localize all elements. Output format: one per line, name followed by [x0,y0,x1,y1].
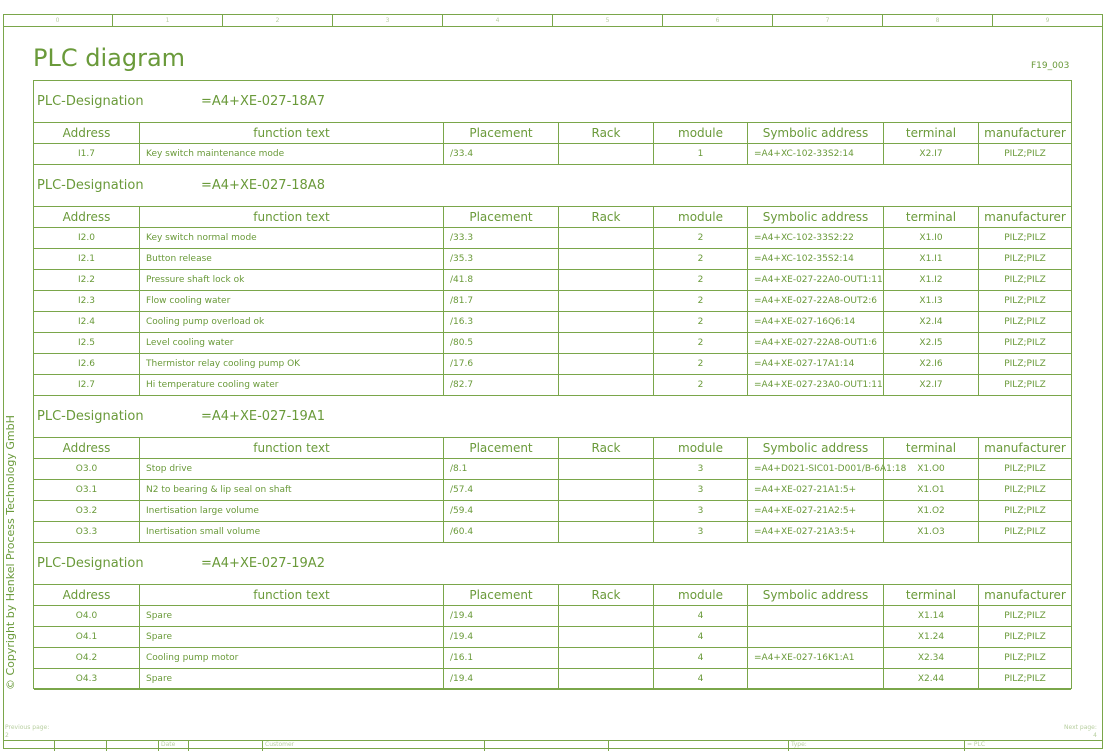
cell-rack [558,627,653,647]
cell-manufacturer: PILZ;PILZ [978,375,1071,395]
next-page-info [1064,724,1097,740]
cell-module: 3 [653,501,747,521]
cell-module: 2 [653,270,747,290]
cell-function: Pressure shaft lock ok [139,270,443,290]
cell-placement: /33.3 [443,228,558,248]
cell-manufacturer: PILZ;PILZ [978,270,1071,290]
cell-symbolic: =A4+XE-027-16K1:A1 [747,648,883,668]
column-header-terminal: terminal [883,207,978,227]
cell-manufacturer: PILZ;PILZ [978,606,1071,626]
cell-placement: /82.7 [443,375,558,395]
cell-placement: /60.4 [443,522,558,542]
ruler-mark: 1 [113,14,223,26]
column-header-symbolic: Symbolic address [747,123,883,143]
cell-placement: /59.4 [443,501,558,521]
cell-module: 4 [653,606,747,626]
designation-value: =A4+XE-027-19A2 [201,556,325,571]
cell-symbolic: =A4+XE-027-22A8-OUT1:6 [747,333,883,353]
cell-terminal: X2.44 [883,669,978,689]
plc-designation-section [34,81,1071,123]
cell-module: 2 [653,312,747,332]
cell-symbolic: =A4+XE-027-21A2:5+ [747,501,883,521]
page-title: PLC diagram [33,44,186,72]
cell-rack [558,249,653,269]
cell-rack [558,459,653,479]
column-header-module: module [653,207,747,227]
table-row [34,480,1071,501]
cell-symbolic [747,606,883,626]
cell-address: O3.1 [75,485,98,495]
cell-terminal: X1.O0 [883,459,978,479]
column-header-rack: Rack [558,585,653,605]
column-header-symbolic: Symbolic address [747,585,883,605]
copyright-notice: © Copyright by Henkel Process Technology GmbH [4,415,17,690]
cell-function: Key switch normal mode [139,228,443,248]
plc-label: = PLC [967,741,986,748]
cell-module: 2 [653,333,747,353]
cell-manufacturer: PILZ;PILZ [978,228,1071,248]
cell-terminal: X1.I2 [883,270,978,290]
designation-label: PLC-Designation [37,178,144,193]
cell-placement: /33.4 [443,144,558,164]
designation-label: PLC-Designation [37,409,144,424]
column-header-address: Address [62,210,111,224]
column-header-manufacturer: manufacturer [978,123,1071,143]
cell-terminal: X2.I7 [883,375,978,395]
cell-function: Button release [139,249,443,269]
cell-terminal: X1.I3 [883,291,978,311]
cell-function: Level cooling water [139,333,443,353]
cell-terminal: X1.O2 [883,501,978,521]
cell-address: I2.0 [78,233,95,243]
type-label: Type: [789,741,965,751]
cell-module: 4 [653,627,747,647]
cell-terminal: X1.24 [883,627,978,647]
plc-table [33,80,1072,689]
table-row [34,522,1071,543]
cell-rack [558,606,653,626]
cell-function: Spare [139,669,443,689]
cell-rack [558,669,653,689]
title-block [3,740,1103,750]
cell-address: O4.2 [75,653,98,663]
table-header-row [34,585,1071,606]
cell-function: Inertisation large volume [139,501,443,521]
plc-designation-section [34,165,1071,207]
cell-manufacturer: PILZ;PILZ [978,459,1071,479]
column-header-terminal: terminal [883,123,978,143]
table-row [34,459,1071,480]
column-header-address: Address [62,588,111,602]
cell-function: Key switch maintenance mode [139,144,443,164]
cell-symbolic: =A4+D021-SIC01-D001/B-6A1:18 [747,459,883,479]
previous-page-label: Previous page: [5,724,50,731]
cell-manufacturer: PILZ;PILZ [978,249,1071,269]
table-row [34,648,1071,669]
table-row [34,354,1071,375]
table-row [34,669,1071,690]
column-header-placement: Placement [443,123,558,143]
column-header-module: module [653,438,747,458]
cell-symbolic: =A4+XC-102-33S2:14 [747,144,883,164]
cell-function: N2 to bearing & lip seal on shaft [139,480,443,500]
cell-module: 1 [653,144,747,164]
cell-address: O4.1 [75,632,98,642]
cell-terminal: X1.I1 [883,249,978,269]
next-page-value: 4 [1093,732,1097,739]
cell-manufacturer: PILZ;PILZ [978,522,1071,542]
column-header-symbolic: Symbolic address [747,438,883,458]
cell-terminal: X1.I0 [883,228,978,248]
table-row [34,375,1071,396]
table-row [34,228,1071,249]
cell-terminal: X1.O1 [883,480,978,500]
cell-address: O3.3 [75,527,98,537]
previous-page-info [5,724,49,740]
cell-placement: /16.3 [443,312,558,332]
column-header-placement: Placement [443,207,558,227]
cell-rack [558,522,653,542]
cell-rack [558,228,653,248]
table-row [34,249,1071,270]
table-row [34,144,1071,165]
cell-terminal: X2.I6 [883,354,978,374]
cell-module: 2 [653,228,747,248]
plc-designation-section [34,543,1071,585]
cell-terminal: X1.O3 [883,522,978,542]
column-header-address: Address [62,441,111,455]
column-header-function-text: function text [139,207,443,227]
cell-symbolic: =A4+XE-027-23A0-OUT1:11 [747,375,883,395]
ruler-mark: 3 [333,14,443,26]
cell-module: 4 [653,648,747,668]
cell-module: 3 [653,459,747,479]
column-header-function-text: function text [139,438,443,458]
previous-page-value: 2 [5,732,9,739]
cell-rack [558,375,653,395]
cell-function: Stop drive [139,459,443,479]
cell-function: Inertisation small volume [139,522,443,542]
designation-value: =A4+XE-027-19A1 [201,409,325,424]
ruler-mark: 6 [663,14,773,26]
cell-manufacturer: PILZ;PILZ [978,501,1071,521]
cell-terminal: X1.14 [883,606,978,626]
cell-placement: /8.1 [443,459,558,479]
cell-manufacturer: PILZ;PILZ [978,627,1071,647]
cell-symbolic [747,669,883,689]
cell-address: O3.0 [75,464,98,474]
table-row [34,312,1071,333]
column-header-module: module [653,585,747,605]
column-header-terminal: terminal [883,438,978,458]
column-header-rack: Rack [558,207,653,227]
cell-function: Spare [139,606,443,626]
column-header-terminal: terminal [883,585,978,605]
cell-address: I2.6 [78,359,95,369]
cell-rack [558,648,653,668]
cell-symbolic: =A4+XC-102-33S2:22 [747,228,883,248]
cell-terminal: X2.I7 [883,144,978,164]
cell-manufacturer: PILZ;PILZ [978,291,1071,311]
cell-address: I2.5 [78,338,95,348]
cell-manufacturer: PILZ;PILZ [978,480,1071,500]
designation-value: =A4+XE-027-18A7 [201,94,325,109]
column-header-symbolic: Symbolic address [747,207,883,227]
cell-placement: /19.4 [443,606,558,626]
designation-label: PLC-Designation [37,94,144,109]
column-header-function-text: function text [139,123,443,143]
cell-terminal: X2.34 [883,648,978,668]
column-header-manufacturer: manufacturer [978,438,1071,458]
designation-label: PLC-Designation [37,556,144,571]
table-row [34,291,1071,312]
cell-placement: /19.4 [443,627,558,647]
table-row [34,606,1071,627]
cell-symbolic: =A4+XE-027-22A8-OUT2:6 [747,291,883,311]
designation-value: =A4+XE-027-18A8 [201,178,325,193]
cell-placement: /81.7 [443,291,558,311]
next-page-label: Next page: [1064,724,1097,731]
cell-address: I2.2 [78,275,95,285]
cell-symbolic: =A4+XE-027-16Q6:14 [747,312,883,332]
cell-rack [558,501,653,521]
table-row [34,627,1071,648]
cell-rack [558,144,653,164]
ruler-mark: 5 [553,14,663,26]
cell-function: Cooling pump motor [139,648,443,668]
cell-address: I2.1 [78,254,95,264]
ruler-mark: 0 [3,14,113,26]
cell-module: 3 [653,522,747,542]
date-label: Date [159,741,189,751]
cell-rack [558,333,653,353]
cell-address: I1.7 [78,149,95,159]
ruler-mark: 4 [443,14,553,26]
cell-terminal: X2.I5 [883,333,978,353]
column-header-address: Address [62,126,111,140]
table-row [34,270,1071,291]
cell-module: 2 [653,249,747,269]
column-header-rack: Rack [558,123,653,143]
cell-rack [558,312,653,332]
column-header-rack: Rack [558,438,653,458]
cell-terminal: X2.I4 [883,312,978,332]
cell-address: I2.3 [78,296,95,306]
cell-address: O3.2 [75,506,98,516]
cell-placement: /35.3 [443,249,558,269]
cell-manufacturer: PILZ;PILZ [978,333,1071,353]
cell-function: Spare [139,627,443,647]
cell-rack [558,480,653,500]
cell-placement: /17.6 [443,354,558,374]
cell-address: O4.3 [75,674,98,684]
table-row [34,333,1071,354]
cell-function: Thermistor relay cooling pump OK [139,354,443,374]
cell-rack [558,291,653,311]
cell-placement: /57.4 [443,480,558,500]
cell-symbolic: =A4+XC-102-35S2:14 [747,249,883,269]
plc-designation-section [34,396,1071,438]
column-header-placement: Placement [443,438,558,458]
table-header-row [34,207,1071,228]
cell-placement: /80.5 [443,333,558,353]
cell-placement: /16.1 [443,648,558,668]
cell-manufacturer: PILZ;PILZ [978,312,1071,332]
ruler-mark: 8 [883,14,993,26]
cell-manufacturer: PILZ;PILZ [978,648,1071,668]
cell-symbolic: =A4+XE-027-21A1:5+ [747,480,883,500]
table-row [34,501,1071,522]
cell-module: 2 [653,291,747,311]
column-header-manufacturer: manufacturer [978,207,1071,227]
cell-function: Flow cooling water [139,291,443,311]
cell-manufacturer: PILZ;PILZ [978,669,1071,689]
cell-function: Hi temperature cooling water [139,375,443,395]
table-header-row [34,438,1071,459]
ruler-mark: 7 [773,14,883,26]
cell-module: 3 [653,480,747,500]
document-id: F19_003 [1031,61,1070,71]
cell-module: 4 [653,669,747,689]
ruler-mark: 9 [993,14,1103,26]
cell-rack [558,354,653,374]
cell-address: I2.7 [78,380,95,390]
column-header-function-text: function text [139,585,443,605]
table-header-row [34,123,1071,144]
cell-symbolic: =A4+XE-027-17A1:14 [747,354,883,374]
cell-symbolic: =A4+XE-027-21A3:5+ [747,522,883,542]
cell-manufacturer: PILZ;PILZ [978,354,1071,374]
cell-module: 2 [653,375,747,395]
cell-placement: /41.8 [443,270,558,290]
customer-label: Customer [263,741,485,751]
column-header-module: module [653,123,747,143]
cell-manufacturer: PILZ;PILZ [978,144,1071,164]
cell-function: Cooling pump overload ok [139,312,443,332]
cell-address: O4.0 [75,611,98,621]
cell-address: I2.4 [78,317,95,327]
column-header-manufacturer: manufacturer [978,585,1071,605]
ruler-mark: 2 [223,14,333,26]
cell-symbolic [747,627,883,647]
cell-rack [558,270,653,290]
cell-placement: /19.4 [443,669,558,689]
column-header-placement: Placement [443,585,558,605]
cell-symbolic: =A4+XE-027-22A0-OUT1:11 [747,270,883,290]
cell-module: 2 [653,354,747,374]
